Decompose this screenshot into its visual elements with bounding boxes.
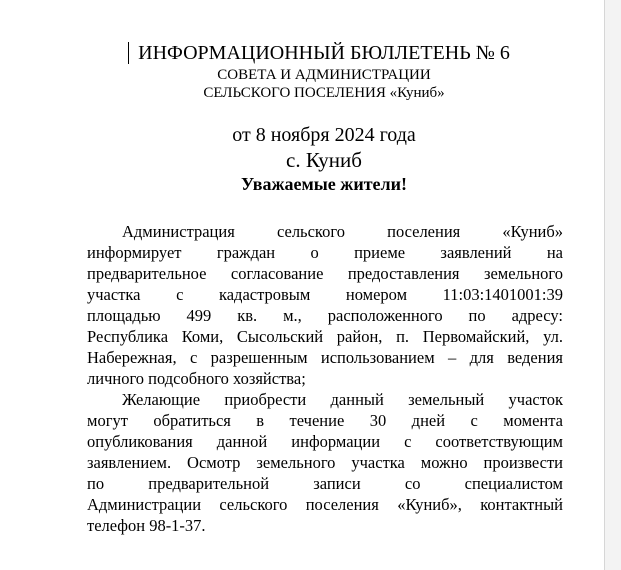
document-canvas-edge xyxy=(604,0,621,570)
paragraph1-line: площадью 499 кв. м., расположенного по адресу: xyxy=(87,306,563,325)
paragraph2-line: заявлением. Осмотр земельного участка можно произвести xyxy=(87,453,563,472)
bulletin-date: от 8 ноября 2024 года xyxy=(232,124,416,146)
paragraph1-line: личного подсобного хозяйства; xyxy=(87,369,306,388)
paragraph1-line: Администрация сельского поселения «Куниб» xyxy=(122,222,563,241)
greeting-heading: Уважаемые жители! xyxy=(240,174,408,194)
paragraph2-line: Желающие приобрести данный земельный участок xyxy=(122,390,563,409)
paragraph2-line: Администрации сельского поселения «Куниб», контактный xyxy=(87,495,563,514)
paragraph1-line: Республика Коми, Сысольский район, п. Первомайский, ул. xyxy=(87,327,563,346)
paragraph1-line: информирует граждан о приеме заявлений на xyxy=(87,243,563,262)
paragraph1-line: Набережная, с разрешенным использованием – для ведения xyxy=(87,348,563,367)
paragraph1-line: предварительное согласование предоставления земельного xyxy=(87,264,563,283)
notice-body xyxy=(87,221,563,536)
paragraph2-line: по предварительной записи со специалистом xyxy=(87,474,563,493)
paragraph2-line: телефон 98-1-37. xyxy=(87,516,206,535)
bulletin-title: ИНФОРМАЦИОННЫЙ БЮЛЛЕТЕНЬ № 6 xyxy=(138,42,510,64)
paragraph1-line: участка с кадастровым номером 11:03:1401001:39 xyxy=(87,285,563,304)
paragraph2-line: опубликования данной информации с соответствующим xyxy=(87,432,563,451)
paragraph2-line: могут обратиться в течение 30 дней с момента xyxy=(87,411,563,430)
bulletin-subtitle-line2: СЕЛЬСКОГО ПОСЕЛЕНИЯ «Куниб» xyxy=(203,85,445,101)
bulletin-subtitle-line1: СОВЕТА И АДМИНИСТРАЦИИ xyxy=(217,67,431,83)
bulletin-place: с. Куниб xyxy=(286,148,362,172)
